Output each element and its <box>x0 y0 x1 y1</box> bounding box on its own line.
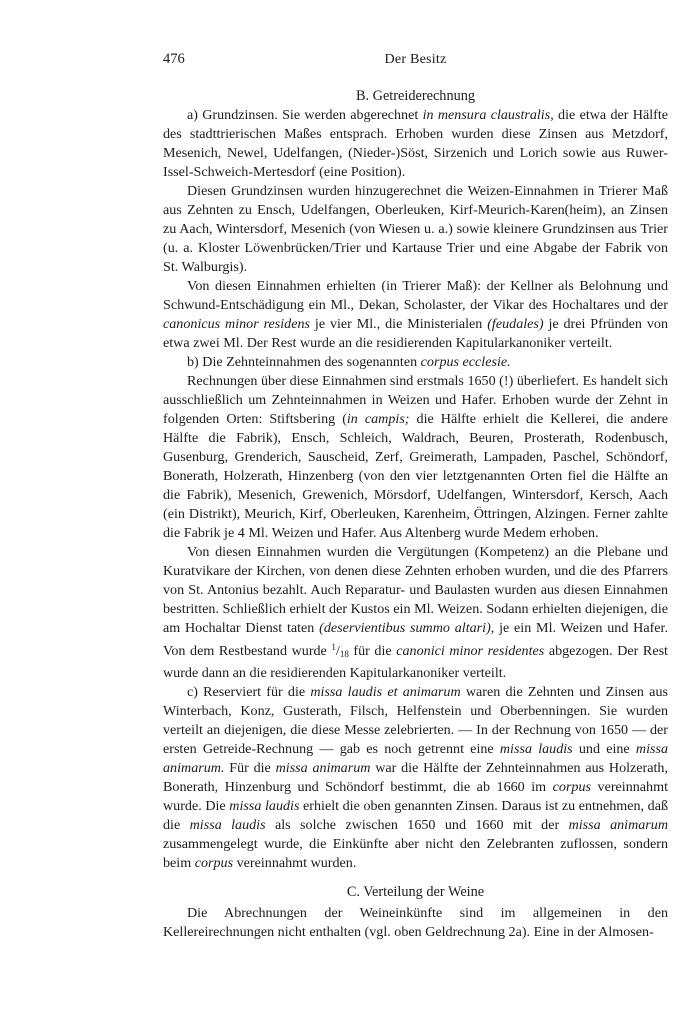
running-head <box>163 50 668 70</box>
document-page <box>163 50 668 942</box>
fraction-numerator: 1 <box>331 642 336 652</box>
paragraph-c1: c) Reserviert für die missa laudis et animarum waren die Zehnten und Zinsen aus Winterbach, Konz, Gusterath, Filsch, Helfenstein und Oberbenningen. Sie wurden verteilt an diejenigen, die diese Messe zelebrierten. — In der Rechnung von 1650 — der ersten Getreide-Rechnung — gab es noch getrennt eine missa laudis und eine missa animarum. Für die missa animarum war die Hälfte der Zehnteinnahmen aus Holzerath, Bonerath, Hinzenburg und Schöndorf bestimmt, die ab 1660 im corpus vereinnahmt wurde. Die missa laudis erhielt die oben genannten Zinsen. Daraus ist zu entnehmen, daß die missa laudis als solche zwischen 1650 und 1660 mit der missa animarum zusammengelegt wurde, die Einkünfte aber nicht den Zelebranten zuflossen, sondern beim corpus vereinnahmt wurden. <box>163 684 669 871</box>
section-heading-c: C. Verteilung der Weine <box>346 884 485 900</box>
paragraph-c-weine: Die Abrechnungen der Weineinkünfte sind im allgemeinen in den Kellereirechnungen nicht enthalten (vgl. oben Geldrechnung 2a). Eine in der Almosen- <box>163 905 668 940</box>
fraction-denominator: 18 <box>339 649 349 659</box>
page-number: 476 <box>163 51 185 67</box>
paragraph-b2: Rechnungen über diese Einnahmen sind erstmals 1650 (!) überliefert. Es handelt sich ausschließlich um Zehnteinnahmen in Weizen und Hafer. Erhoben wurde der Zehnt in folgenden Orten: Stiftsbering (in campis; die Hälfte erhielt die Kellerei, die andere Hälfte die Fabrik), Ensch, Schleich, Waldrach, Beuren, Prosterath, Rodenbusch, Gusenburg, Grenderich, Sauscheid, Zerf, Greimerath, Lampaden, Paschel, Schöndorf, Bonerath, Holzerath, Hinzenberg (von den vier letztgenannten Orten fiel die Hälfte an die Fabrik), Mesenich, Grewenich, Mörsdorf, Udelfangen, Wintersdorf, Kersch, Aach (ein Distrikt), Meurich, Kirf, Oberleuken, Karenheim, Öttringen, Alzingen. Ferner zahlte die Fabrik je 4 Ml. Weizen und Hafer. Aus Altenberg wurde Medem erhoben. <box>163 373 668 541</box>
running-title: Der Besitz <box>384 51 447 67</box>
paragraph-b1: b) Die Zehnteinnahmen des sogenannten corpus ecclesie. <box>187 354 511 370</box>
paragraph-a1: a) Grundzinsen. Sie werden abgerechnet in mensura claustralis, die etwa der Hälfte des stadttrierischen Maßes entsprach. Erhoben wurden diese Zinsen aus Metzdorf, Mesenich, Newel, Udelfangen, (Nieder-)Söst, Sirzenich und Lorich sowie aus Ruwer-Issel-Schweich-Mertesdorf (eine Position). <box>163 107 668 180</box>
paragraph-b3: Von diesen Einnahmen wurden die Vergütungen (Kompetenz) an die Plebane und Kuratvikare der Kirchen, von denen diese Zehnten erhoben wurden, und die des Pfarrers von St. Antonius bezahlt. Auch Reparatur- und Baulasten wurden aus diesen Einnahmen bestritten. Schließlich erhielt der Kustos ein Ml. Weizen. Sodann erhielten diejenigen, die am Hochaltar Dienst taten (deservientibus summo altari), je ein Ml. Weizen und Hafer. Von dem Restbestand wurde $^1/_{18}$ für die canonici minor residentes abgezogen. Der Rest wurde dann an die residierenden Kapitularkanoniker verteilt. <box>163 544 668 681</box>
section-heading-b: B. Getreiderechnung <box>355 88 476 104</box>
paragraph-a2: Diesen Grundzinsen wurden hinzugerechnet die Weizen-Einnahmen in Trierer Maß aus Zehnten zu Ensch, Udelfangen, Oberleuken, Kirf-Meurich-Karen(heim), an Zinsen zu Aach, Wintersdorf, Mesenich (von Wiesen u. a.) sowie kleinere Grundzinsen aus Trier (u. a. Kloster Löwenbrücken/Trier und Kartause Trier und eine Abgabe der Fabrik von St. Walburgis). <box>163 183 668 275</box>
paragraph-a3: Von diesen Einnahmen erhielten (in Trierer Maß): der Kellner als Belohnung und Schwund-Entschädigung ein Ml., Dekan, Scholaster, der Vikar des Hochaltares und der canonicus minor residens je vier Ml., die Ministerialen (feudales) je drei Pfründen von etwa zwei Ml. Der Rest wurde an die residierenden Kapitularkanoniker verteilt. <box>163 278 668 351</box>
